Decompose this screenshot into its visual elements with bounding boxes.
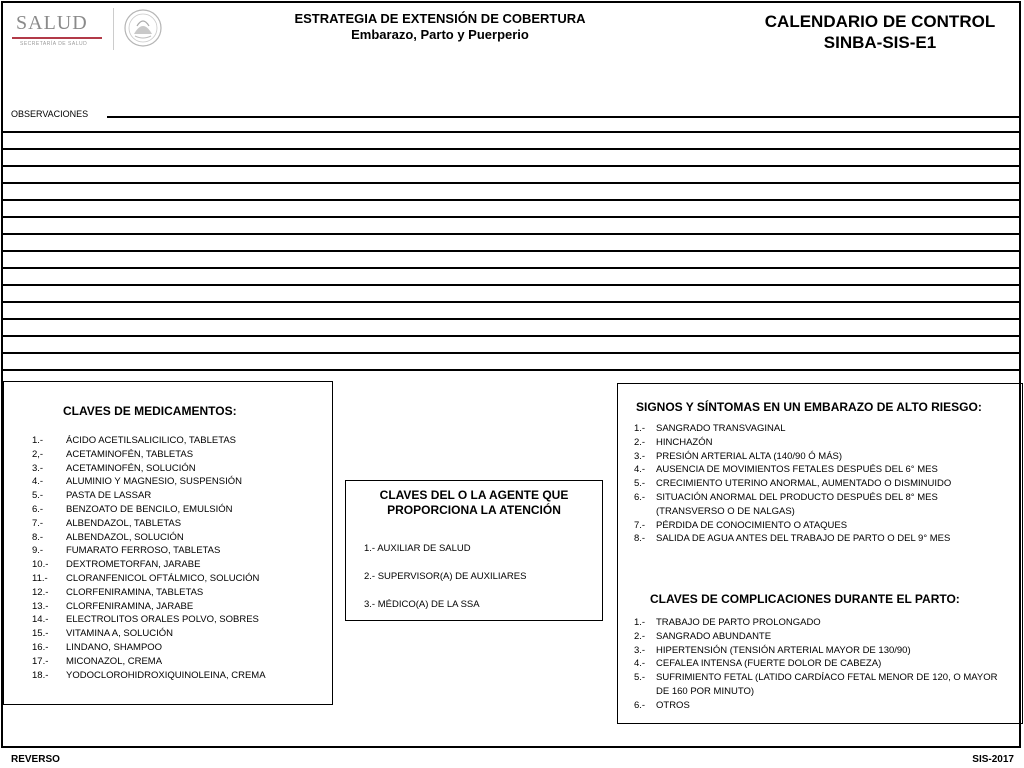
agente-title	[346, 488, 602, 518]
observaciones-first-line	[107, 116, 1021, 118]
medicamento-item-number: 17.-	[32, 655, 49, 667]
observaciones-line	[3, 301, 1021, 303]
medicamento-item	[32, 641, 327, 655]
complicacion-item	[634, 671, 1006, 699]
complicacion-item-number: 1.-	[634, 617, 646, 628]
medicamento-item-text: MICONAZOL, CREMA	[66, 655, 163, 667]
observaciones-line	[3, 131, 1021, 133]
agente-item-1: 1.- AUXILIAR DE SALUD	[364, 543, 471, 554]
header-title-line2: Embarazo, Parto y Puerperio	[351, 27, 529, 42]
form-title-line2: SINBA-SIS-E1	[823, 33, 937, 52]
signo-item-number: 3.-	[634, 450, 646, 462]
medicamento-item-text: ACETAMINOFÉN, SOLUCIÓN	[66, 462, 196, 474]
complicacion-item-number: 3.-	[634, 644, 646, 656]
complicacion-item-text: SUFRIMIENTO FETAL (LATIDO CARDÍACO FETAL MENOR DE 120, O MAYOR DE 160 POR MINUTO)	[656, 672, 998, 697]
signo-item	[634, 477, 1006, 491]
medicamento-item	[32, 544, 327, 558]
observaciones-label: OBSERVACIONES	[11, 109, 89, 119]
complicacion-item-text: OTROS	[656, 699, 690, 711]
signo-item	[634, 491, 1006, 519]
medicamento-item	[32, 503, 327, 517]
observaciones-line	[3, 148, 1021, 150]
medicamento-item-text: ALBENDAZOL, TABLETAS	[66, 517, 182, 529]
complicacion-item-text: SANGRADO ABUNDANTE	[656, 630, 772, 642]
header-title-line1: ESTRATEGIA DE EXTENSIÓN DE COBERTURA	[294, 11, 586, 26]
medicamento-item	[32, 489, 327, 503]
medicamento-item	[32, 531, 327, 545]
medicamento-item	[32, 475, 327, 489]
complicacion-item	[634, 699, 1006, 713]
complicaciones-title: CLAVES DE COMPLICACIONES DURANTE EL PARTO:	[650, 592, 960, 606]
complicacion-item	[634, 630, 1006, 644]
medicamento-item-text: CLORANFENICOL OFTÁLMICO, SOLUCIÓN	[66, 572, 260, 584]
medicamento-item	[32, 669, 327, 683]
medicamento-item-text: YODOCLOROHIDROXIQUINOLEINA, CREMA	[66, 669, 266, 681]
complicacion-item-number: 4.-	[634, 658, 646, 670]
form-title	[740, 11, 1020, 53]
medicamento-item	[32, 517, 327, 531]
medicamento-item-number: 8.-	[32, 531, 44, 543]
complicaciones-list	[634, 616, 1006, 713]
form-title-line1: CALENDARIO DE CONTROL	[764, 12, 996, 31]
agente-title-line2: PROPORCIONA LA ATENCIÓN	[387, 503, 561, 517]
signo-item	[634, 519, 1006, 533]
medicamento-item-number: 7.-	[32, 517, 44, 529]
salud-logo-rule	[12, 37, 102, 39]
complicacion-item-text: CEFALEA INTENSA (FUERTE DOLOR DE CABEZA)	[656, 658, 882, 670]
medicamento-item-number: 5.-	[32, 490, 44, 502]
medicamento-item-number: 15.-	[32, 628, 49, 640]
medicamento-item-text: ALUMINIO Y MAGNESIO, SUSPENSIÓN	[66, 476, 242, 488]
signo-item-text: SALIDA DE AGUA ANTES DEL TRABAJO DE PARTO O DEL 9° MES	[656, 533, 951, 545]
medicamento-item-number: 3.-	[32, 462, 44, 474]
medicamento-item	[32, 586, 327, 600]
medicamentos-list	[32, 434, 327, 682]
medicamento-item-number: 1.-	[32, 435, 44, 446]
signo-item-number: 4.-	[634, 464, 646, 476]
agente-title-line1: CLAVES DEL O LA AGENTE QUE	[379, 488, 569, 502]
medicamento-item	[32, 627, 327, 641]
medicamento-item	[32, 462, 327, 476]
medicamento-item-text: ÁCIDO ACETILSALICILICO, TABLETAS	[66, 435, 236, 446]
medicamento-item-number: 2,-	[32, 448, 44, 460]
complicacion-item-number: 5.-	[634, 672, 646, 684]
signo-item	[634, 463, 1006, 477]
complicacion-item	[634, 644, 1006, 658]
medicamento-item-number: 12.-	[32, 586, 49, 598]
signo-item	[634, 532, 1006, 546]
medicamento-item	[32, 572, 327, 586]
signo-item-number: 7.-	[634, 519, 646, 531]
agente-item-3: 3.- MÉDICO(A) DE LA SSA	[364, 599, 480, 610]
medicamento-item-number: 4.-	[32, 476, 44, 488]
medicamento-item	[32, 613, 327, 627]
salud-logo-subtitle: SECRETARÍA DE SALUD	[20, 41, 88, 47]
observaciones-line	[3, 250, 1021, 252]
medicamento-item-text: PASTA DE LASSAR	[66, 490, 152, 502]
riesgo-box	[617, 383, 1023, 724]
medicamento-item	[32, 558, 327, 572]
observaciones-line	[3, 182, 1021, 184]
signo-item-text: CRECIMIENTO UTERINO ANORMAL, AUMENTADO O DISMINUIDO	[656, 478, 952, 490]
salud-logo-word: SALUD	[16, 12, 88, 34]
complicacion-item-number: 2.-	[634, 630, 646, 642]
medicamento-item-number: 11.-	[32, 572, 48, 584]
observaciones-line	[3, 352, 1021, 354]
complicacion-item-text: HIPERTENSIÓN (TENSIÓN ARTERIAL MAYOR DE 130/90)	[656, 644, 911, 656]
medicamento-item-number: 6.-	[32, 503, 44, 515]
signos-list	[634, 422, 1006, 546]
medicamentos-box	[3, 381, 333, 705]
medicamento-item-text: BENZOATO DE BENCILO, EMULSIÓN	[66, 503, 233, 515]
medicamento-item-text: VITAMINA A, SOLUCIÓN	[66, 628, 173, 640]
observaciones-line	[3, 284, 1021, 286]
agente-box	[345, 480, 603, 621]
medicamento-item-text: ACETAMINOFÉN, TABLETAS	[66, 448, 194, 460]
medicamento-item-text: CLORFENIRAMINA, JARABE	[66, 600, 194, 612]
footer-reverso: REVERSO	[11, 754, 60, 765]
medicamento-item-text: ELECTROLITOS ORALES POLVO, SOBRES	[66, 614, 259, 626]
observaciones-line	[3, 199, 1021, 201]
complicacion-item-number: 6.-	[634, 699, 646, 711]
signo-item-text: AUSENCIA DE MOVIMIENTOS FETALES DESPUÉS DEL 6° MES	[656, 464, 938, 476]
signo-item-number: 5.-	[634, 478, 646, 490]
medicamento-item-number: 13.-	[32, 600, 49, 612]
signo-item	[634, 422, 1006, 436]
medicamento-item-number: 16.-	[32, 641, 49, 653]
signo-item-number: 1.-	[634, 423, 646, 434]
medicamento-item-text: ALBENDAZOL, SOLUCIÓN	[66, 531, 184, 543]
signo-item-text: SANGRADO TRANSVAGINAL	[656, 423, 786, 434]
medicamento-item	[32, 655, 327, 669]
medicamento-item-number: 9.-	[32, 545, 44, 557]
medicamento-item-text: CLORFENIRAMINA, TABLETAS	[66, 586, 204, 598]
medicamento-item	[32, 434, 327, 448]
signo-item-text: HINCHAZÓN	[656, 436, 713, 448]
medicamentos-title: CLAVES DE MEDICAMENTOS:	[63, 404, 237, 418]
logo-divider	[113, 8, 114, 50]
salud-logo	[6, 10, 106, 46]
signo-item-number: 6.-	[634, 491, 646, 503]
mexico-seal-icon	[120, 8, 166, 48]
complicacion-item	[634, 616, 1006, 630]
observaciones-line	[3, 267, 1021, 269]
complicacion-item	[634, 657, 1006, 671]
signo-item-text: PRESIÓN ARTERIAL ALTA (140/90 Ó MÁS)	[656, 450, 843, 462]
footer-code: SIS-2017	[972, 754, 1014, 765]
signo-item	[634, 436, 1006, 450]
medicamento-item	[32, 448, 327, 462]
medicamento-item-number: 10.-	[32, 559, 49, 571]
signo-item-text: SITUACIÓN ANORMAL DEL PRODUCTO DESPUÉS DEL 8° MES (TRANSVERSO O DE NALGAS)	[656, 491, 938, 517]
signo-item	[634, 450, 1006, 464]
observaciones-line	[3, 335, 1021, 337]
signo-item-number: 8.-	[634, 533, 646, 545]
signos-title: SIGNOS Y SÍNTOMAS EN UN EMBARAZO DE ALTO RIESGO:	[636, 400, 982, 414]
complicacion-item-text: TRABAJO DE PARTO PROLONGADO	[656, 617, 821, 628]
observaciones-line	[3, 318, 1021, 320]
medicamento-item	[32, 600, 327, 614]
medicamento-item-number: 18.-	[32, 669, 49, 681]
observaciones-line	[3, 216, 1021, 218]
signo-item-number: 2.-	[634, 436, 646, 448]
medicamento-item-text: LINDANO, SHAMPOO	[66, 641, 163, 653]
observaciones-line	[3, 233, 1021, 235]
agente-item-2: 2.- SUPERVISOR(A) DE AUXILIARES	[364, 571, 527, 582]
signo-item-text: PÉRDIDA DE CONOCIMIENTO O ATAQUES	[656, 519, 848, 531]
observaciones-line	[3, 369, 1021, 371]
medicamento-item-text: DEXTROMETORFAN, JARABE	[66, 559, 201, 571]
medicamento-item-number: 14.-	[32, 614, 49, 626]
header-title	[260, 11, 620, 43]
medicamento-item-text: FUMARATO FERROSO, TABLETAS	[66, 545, 221, 557]
observaciones-line	[3, 165, 1021, 167]
